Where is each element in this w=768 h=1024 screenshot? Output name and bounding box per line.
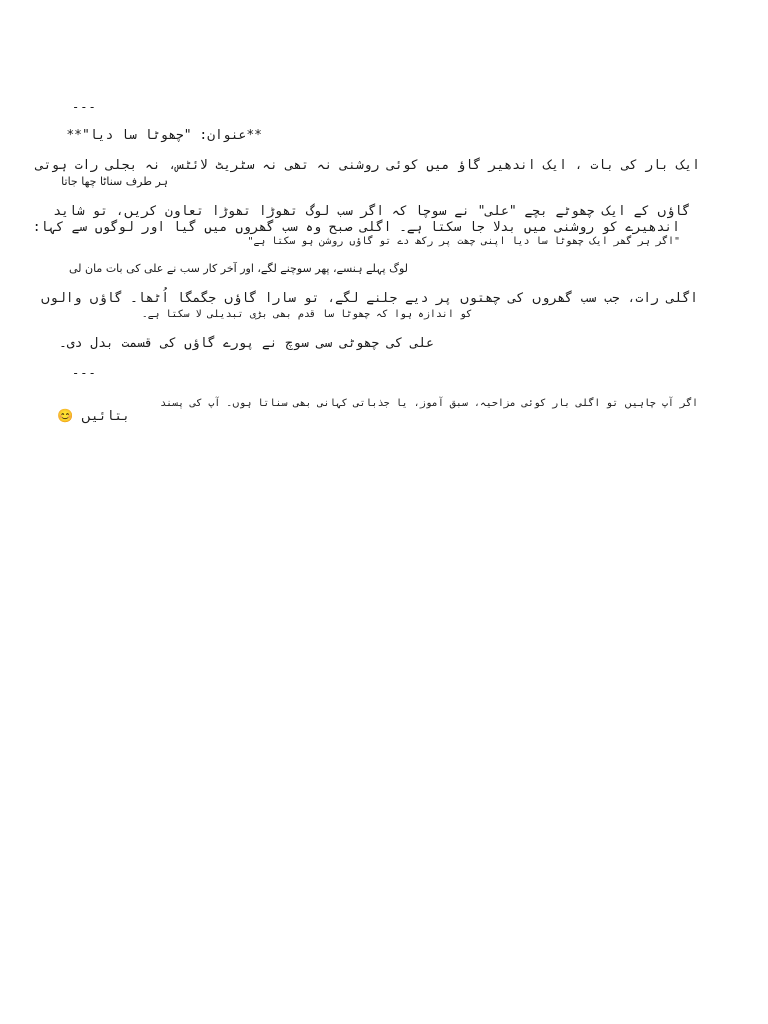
paragraph-2-line-3: "اگر ہر گھر ایک چھوٹا سا دیا اپنی چھت پر رکھ دے تو گاؤں روشن ہو سکتا ہے" <box>247 236 680 247</box>
paragraph-2-line-2: اندھیرے کو روشنی میں بدلا جا سکتا ہے۔ اگلی صبح وہ سب گھروں میں گیا اور لوگوں سے کہا: <box>32 220 680 235</box>
separator-top: --- <box>72 100 97 114</box>
paragraph-1-line-2: ہر طرف سناٹا چھا جاتا <box>61 175 168 188</box>
closing-line-1: اگر آپ چاہیں تو اگلی بار کوئی مزاحیہ، سبق آموز، یا جذباتی کہانی بھی سناتا ہوں۔ آپ کی پسند <box>160 398 698 409</box>
paragraph-3: لوگ پہلے ہنسے، پھر سوچنے لگے، اور آخر کار سب نے علی کی بات مان لی <box>68 262 408 275</box>
paragraph-4-line-1: اگلی رات، جب سب گھروں کی چھتوں پر دیے جلنے لگے، تو سارا گاؤں جگمگا اُٹھا۔ گاؤں والوں <box>40 291 698 306</box>
closing-line-2: بتائیں 😊 <box>56 409 130 424</box>
story-title: **عنوان: "چھوٹا سا دیا"** <box>66 128 262 143</box>
paragraph-2-line-1: گاؤں کے ایک چھوٹے بچے "علی" نے سوچا کہ اگر سب لوگ تھوڑا تھوڑا تعاون کریں، تو شاید <box>53 204 690 219</box>
separator-bottom: --- <box>72 366 97 380</box>
paragraph-5: علی کی چھوٹی سی سوچ نے پورے گاؤں کی قسمت بدل دی۔ <box>59 336 434 351</box>
paragraph-4-line-2: کو اندازہ ہوا کہ چھوٹا سا قدم بھی بڑی تبدیلی لا سکتا ہے۔ <box>141 309 472 320</box>
paragraph-1-line-1: ایک بار کی بات ، ایک اندھیر گاؤ میں کوئی روشنی نہ تھی نہ سٹریٹ لائٹس، نہ بجلی رات ہوتی <box>35 158 700 173</box>
